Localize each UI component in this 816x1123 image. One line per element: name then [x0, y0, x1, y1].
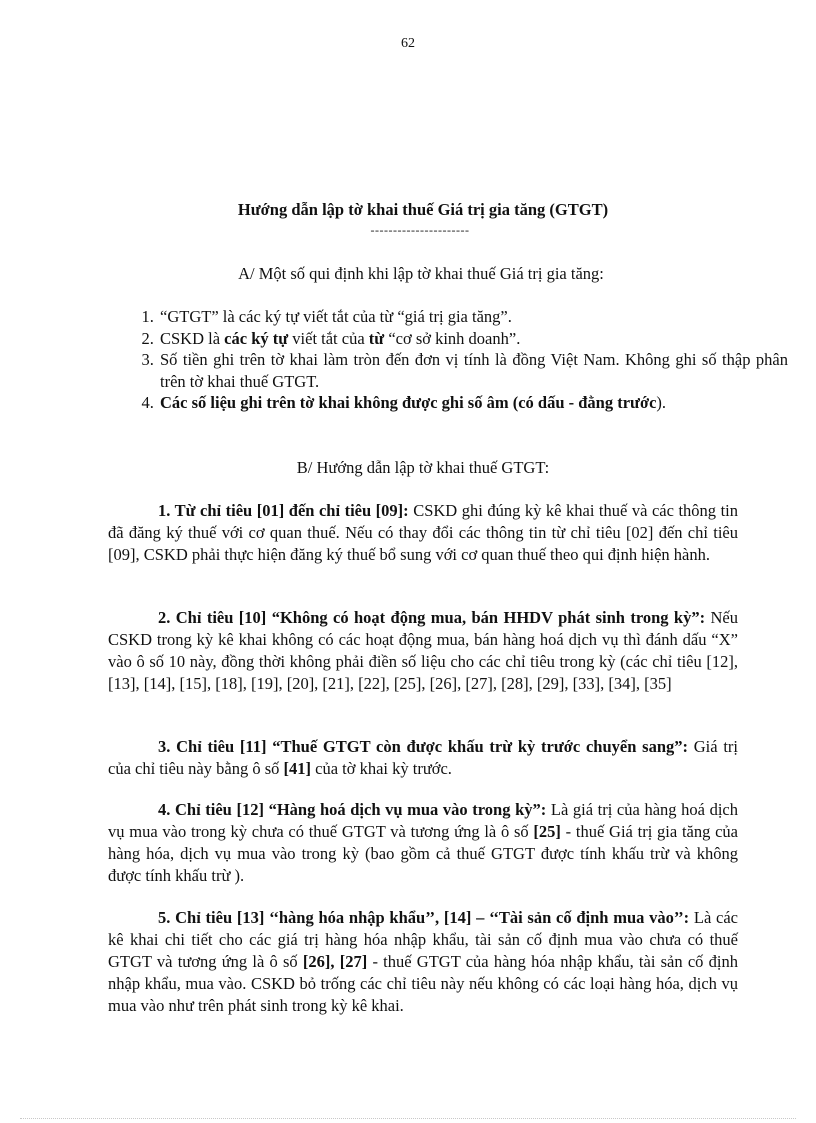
paragraph-4: 4. Chỉ tiêu [12] “Hàng hoá dịch vụ mua vào trong kỳ”: Là giá trị của hàng hoá dịch vụ mua vào trong kỳ chưa có thuế GTGT và tương ứng là ô số [25] - thuế Giá trị gia tăng của hàng hóa, dịch vụ mua vào trong kỳ (bao gồm cả thuế GTGT được tính khấu trừ và không được tính khấu trừ ).	[108, 800, 738, 885]
page-bottom-border	[20, 1118, 796, 1119]
list-item: 4. Các số liệu ghi trên tờ khai không được ghi số âm (có dấu - đằng trước).	[158, 392, 788, 414]
paragraph-1: 1. Từ chỉ tiêu [01] đến chỉ tiêu [09]: CSKD ghi đúng kỳ kê khai thuế và các thông tin đã đăng ký thuế với cơ quan thuế. Nếu có thay đổi các thông tin từ chỉ tiêu [02] đến chỉ tiêu [09], CSKD phải thực hiện đăng ký thuế bổ sung với cơ quan thuế theo qui định hiện hành.	[108, 501, 738, 564]
section-b-heading: B/ Hướng dẫn lập tờ khai thuế GTGT:	[296, 458, 550, 477]
list-item: 1. “GTGT” là các ký tự viết tắt của từ “giá trị gia tăng”.	[158, 306, 788, 328]
page-number: 62	[401, 36, 415, 51]
rules-list	[108, 306, 788, 414]
paragraph-3: 3. Chỉ tiêu [11] “Thuế GTGT còn được khấu trừ kỳ trước chuyển sang”: Giá trị của chỉ tiêu này bằng ô số [41] của tờ khai kỳ trước.	[108, 737, 738, 778]
title-underline: ----------------------	[370, 223, 470, 237]
section-a-heading: A/ Một số qui định khi lập tờ khai thuế Giá trị gia tăng:	[238, 264, 604, 283]
paragraph-5: 5. Chỉ tiêu [13] ‘‘hàng hóa nhập khẩu’’, [14] – ‘‘Tài sản cố định mua vào’’: Là các kê khai chi tiết cho các giá trị hàng hóa nhập khẩu, tài sản cố định mua vào chưa có thuế GTGT và tương ứng là ô số [26], [27] - thuế GTGT của hàng hóa nhập khẩu, tài sản cố định nhập khẩu, mua vào. CSKD bỏ trống các chỉ tiêu này nếu không có các loại hàng hóa, dịch vụ mua vào như trên phát sinh trong kỳ kê khai.	[108, 908, 739, 1015]
list-item: 2. CSKD là các ký tự viết tắt của từ “cơ sở kinh doanh”.	[158, 328, 788, 350]
list-item: 3. Số tiền ghi trên tờ khai làm tròn đến đơn vị tính là đồng Việt Nam. Không ghi số thập phân trên tờ khai thuế GTGT.	[158, 349, 788, 392]
document-title: Hướng dẫn lập tờ khai thuế Giá trị gia tăng (GTGT)	[237, 200, 609, 219]
paragraph-2: 2. Chỉ tiêu [10] “Không có hoạt động mua, bán HHDV phát sinh trong kỳ”: Nếu CSKD trong kỳ kê khai không có các hoạt động mua, bán hàng hoá dịch vụ thì đánh dấu “X” vào ô số 10 này, đồng thời không phải điền số liệu cho các chỉ tiêu trong kỳ (các chỉ tiêu [12], [13], [14], [15], [18], [19], [20], [21], [22], [25], [26], [27], [28], [29], [33], [34], [35]	[108, 608, 738, 693]
